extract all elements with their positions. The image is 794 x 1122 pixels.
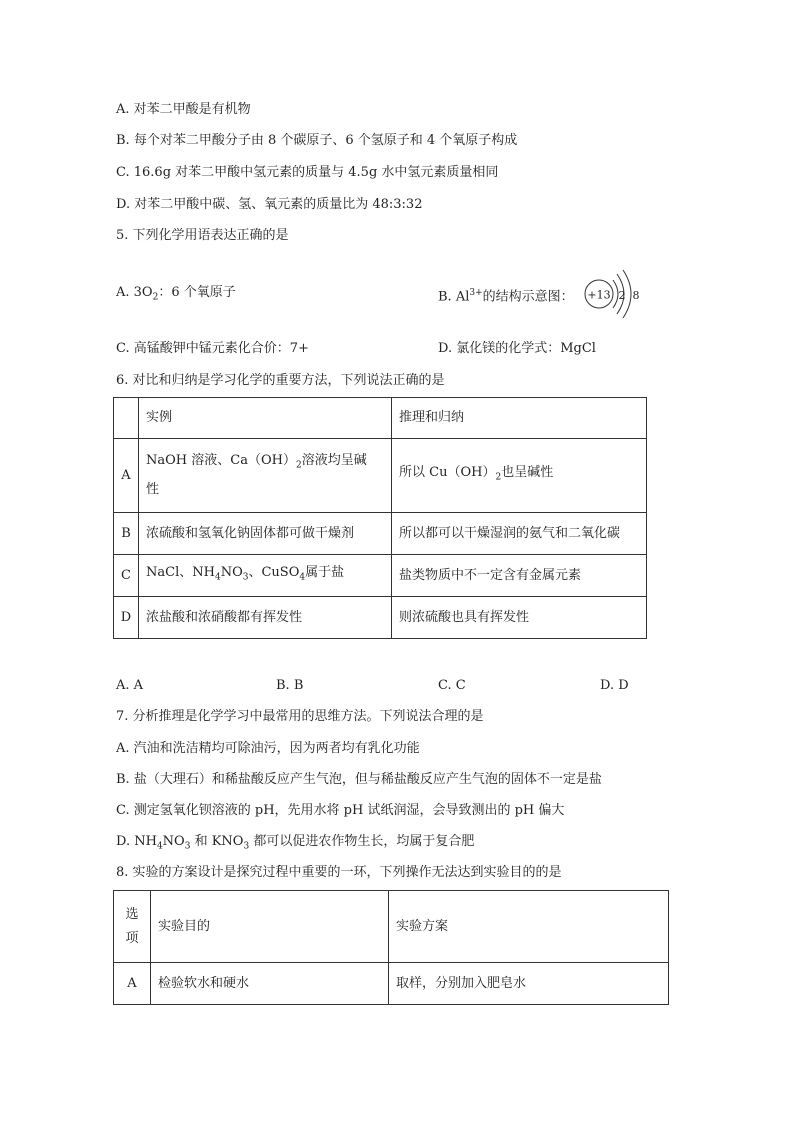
row-label: C xyxy=(114,555,139,597)
q6-answer-b: B. B xyxy=(276,678,304,693)
q4-option-d: D. 对苯二甲酸中碳、氢、氧元素的质量比为 48:3:32 xyxy=(116,197,423,212)
table-row xyxy=(114,555,647,597)
row-b-example: 浓硫酸和氢氧化钠固体都可做干燥剂 xyxy=(139,513,392,555)
row-c-example: NaCl、$NH_4NO_3$、CuSO$_4$属于盐 xyxy=(139,555,392,597)
q7-option-d: D. $NH_4NO_3$ 和 $KNO_3$ 都可以促进农作物生长，均属于复合肥 xyxy=(116,834,475,852)
table-row xyxy=(114,398,647,439)
q5-option-d: D. 氯化镁的化学式：MgCl xyxy=(438,341,596,356)
row-label: B xyxy=(114,513,139,555)
q7-option-c: C. 测定氢氧化钡溶液的 pH，先用水将 pH 试纸润湿，会导致测出的 pH 偏大 xyxy=(116,803,565,818)
shell-1-electrons: 2 xyxy=(618,289,626,302)
row-a-reasoning: 所以 $Cu(OH)_2$也呈碱性 xyxy=(392,439,647,513)
row-label: D xyxy=(114,597,139,639)
header-example: 实例 xyxy=(139,398,392,439)
q5-stem: 5. 下列化学用语表达正确的是 xyxy=(116,228,289,243)
row-label: A xyxy=(114,963,151,1005)
table-row xyxy=(114,963,669,1005)
row-a-goal: 检验软水和硬水 xyxy=(151,963,389,1005)
q6-answer-d: D. D xyxy=(600,678,629,693)
table-row xyxy=(114,597,647,639)
q5-option-a: A. $3O_2$：6 个氧原子 xyxy=(116,285,236,303)
row-label: A xyxy=(114,439,139,513)
header-option: 选 项 xyxy=(114,891,151,963)
q6-stem: 6. 对比和归纳是学习化学的重要方法，下列说法正确的是 xyxy=(116,373,445,388)
q7-option-b: B. 盐（大理石）和稀盐酸反应产生气泡，但与稀盐酸反应产生气泡的固体不一定是盐 xyxy=(116,772,602,787)
q7-option-a: A. 汽油和洗洁精均可除油污，因为两者均有乳化功能 xyxy=(116,741,420,756)
al-ion-structure-diagram xyxy=(583,262,643,326)
header-goal: 实验目的 xyxy=(151,891,389,963)
row-d-reasoning: 则浓硫酸也具有挥发性 xyxy=(392,597,647,639)
table-row xyxy=(114,513,647,555)
q6-answer-a: A. A xyxy=(116,678,144,693)
row-c-reasoning: 盐类物质中不一定含有金属元素 xyxy=(392,555,647,597)
shell-2-electrons: 8 xyxy=(632,289,640,302)
row-b-reasoning: 所以都可以干燥湿润的氨气和二氧化碳 xyxy=(392,513,647,555)
q8-stem: 8. 实验的方案设计是探究过程中重要的一环，下列操作无法达到实验目的的是 xyxy=(116,865,562,880)
nucleus-charge: +13 xyxy=(587,288,611,302)
row-a-plan: 取样，分别加入肥皂水 xyxy=(389,963,669,1005)
row-a-example: NaOH 溶液、$Ca(OH)_2$溶液均呈碱 性 xyxy=(139,439,392,513)
header-reasoning: 推理和归纳 xyxy=(392,398,647,439)
q5-option-b: B. $Al^{3+}$的结构示意图： xyxy=(438,288,574,305)
table-row xyxy=(114,891,669,963)
q7-stem: 7. 分析推理是化学学习中最常用的思维方法。下列说法合理的是 xyxy=(116,709,484,724)
q4-option-a: A. 对苯二甲酸是有机物 xyxy=(116,102,251,117)
header-plan: 实验方案 xyxy=(389,891,669,963)
q5-option-c: C. 高锰酸钾中锰元素化合价：7+ xyxy=(116,341,309,356)
row-d-example: 浓盐酸和浓硝酸都有挥发性 xyxy=(139,597,392,639)
q6-table xyxy=(113,397,647,639)
q4-option-b: B. 每个对苯二甲酸分子由 8 个碳原子、6 个氢原子和 4 个氧原子构成 xyxy=(116,133,518,148)
q6-answer-c: C. C xyxy=(438,678,466,693)
q8-table xyxy=(113,890,669,1005)
q4-option-c: C. 16.6g 对苯二甲酸中氢元素的质量与 4.5g 水中氢元素质量相同 xyxy=(116,165,499,180)
table-row xyxy=(114,439,647,513)
